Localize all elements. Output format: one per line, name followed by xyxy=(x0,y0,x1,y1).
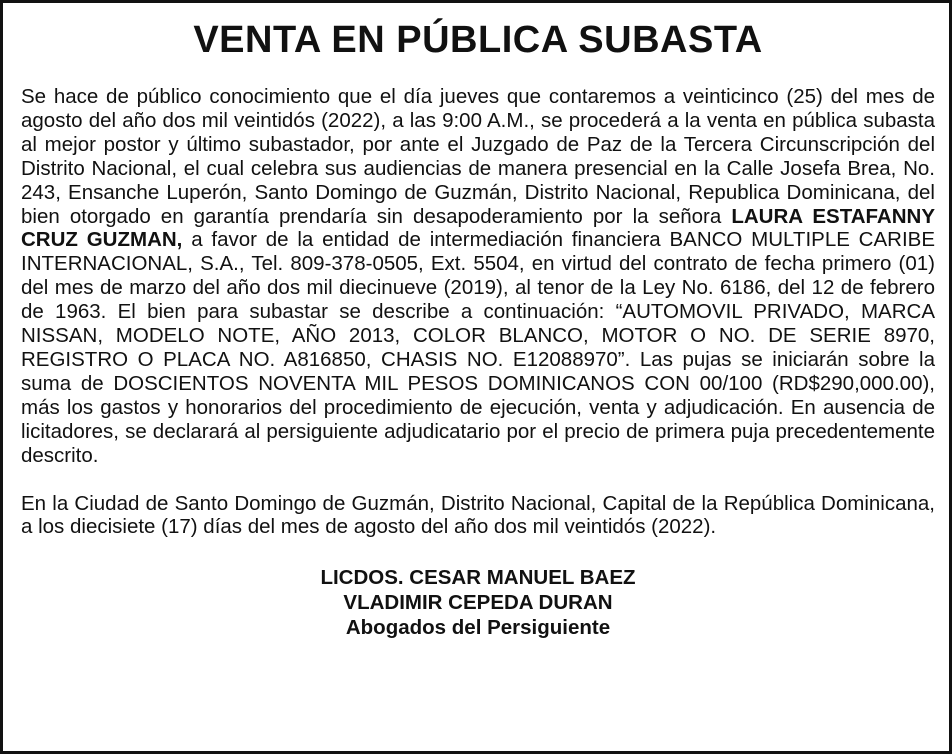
notice-title: VENTA EN PÚBLICA SUBASTA xyxy=(193,19,763,61)
debtor-name: LAURA ESTAFANNY CRUZ GUZMAN, xyxy=(21,204,935,252)
closing-paragraph: En la Ciudad de Santo Domingo de Guzmán, Distrito Nacional, Capital de la República Dominicana, a los diecisiete (17) días del mes de agosto del año dos mil veintidós (2022). xyxy=(21,491,935,539)
signature-line-second-lawyer: VLADIMIR CEPEDA DURAN xyxy=(343,591,613,615)
signature-block xyxy=(21,565,935,640)
signature-line-lawyers: LICDOS. CESAR MANUEL BAEZ xyxy=(320,566,636,590)
body-text-part1: Se hace de público conocimiento que el día jueves que contaremos a veinticinco (25) del mes de agosto del año dos mil veintidós (2022), a las 9:00 A.M., se procederá a la venta en pública subasta al mejor postor y último subastador, por ante el Juzgado de Paz de la Tercera Circunscripción del Distrito Nacional, el cual celebra sus audiencias de manera presencial en la Calle Josefa Brea, No. 243, Ensanche Luperón, Santo Domingo de Guzmán, Distrito Nacional, Republica Dominicana, del bien otorgado en garantía prendaría sin desapoderamiento por la señora xyxy=(21,85,935,228)
notice-body-paragraph xyxy=(21,85,935,468)
body-text-part2: a favor de la entidad de intermediación financiera BANCO MULTIPLE CARIBE INTERNACIONAL, S.A., Tel. 809-378-0505, Ext. 5504, en virtud del contrato de fecha primero (01) del mes de marzo del año dos mil diecinueve (2019), al tenor de la Ley No. 6186, del 12 de febrero de 1963. El bien para subastar se describe a continuación: “AUTOMOVIL PRIVADO, MARCA NISSAN, MODELO NOTE, AÑO 2013, COLOR BLANCO, MOTOR O NO. DE SERIE 8970, REGISTRO O PLACA NO. A816850, CHASIS NO. E12088970”. Las pujas se iniciarán sobre la suma de DOSCIENTOS NOVENTA MIL PESOS DOMINICANOS CON 00/100 (RD$290,000.00), más los gastos y honorarios del procedimiento de ejecución, venta y adjudicación. En ausencia de licitadores, se declarará al persiguiente adjudicatario por el precio de primera puja precedentemente descrito. xyxy=(21,228,936,467)
signature-line-role: Abogados del Persiguiente xyxy=(345,616,611,640)
